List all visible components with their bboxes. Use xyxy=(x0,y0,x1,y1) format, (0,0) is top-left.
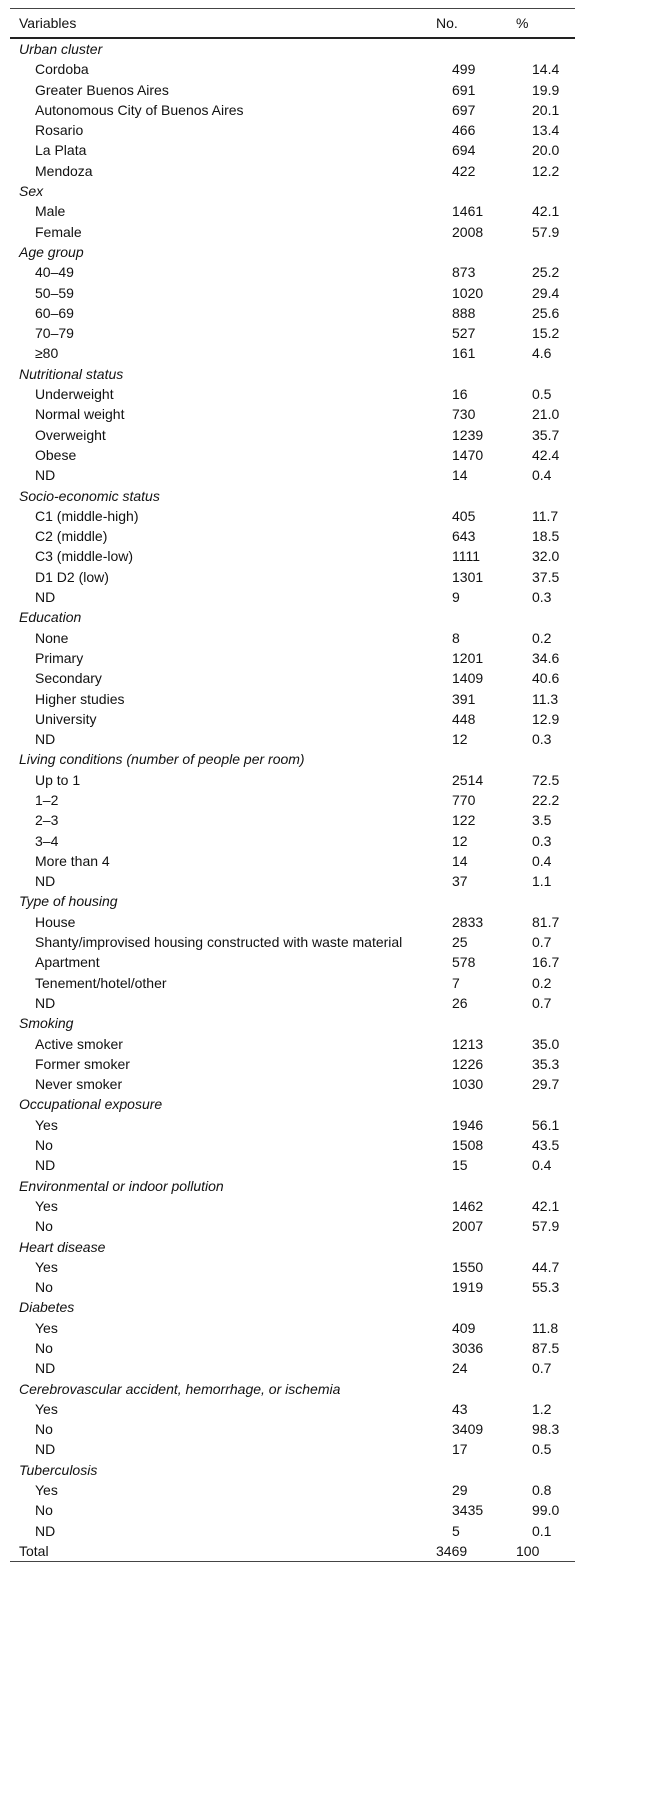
row-percent: 19.9 xyxy=(532,81,560,98)
row-count: 3036 xyxy=(452,1340,484,1356)
row-count: 499 xyxy=(452,61,476,78)
row-label: Up to 1 xyxy=(35,771,81,788)
table-row xyxy=(10,1439,575,1459)
row-count: 17 xyxy=(452,1441,468,1458)
table-row xyxy=(10,343,575,363)
row-percent: 1.2 xyxy=(532,1400,552,1417)
section-header-row xyxy=(10,1237,575,1257)
table-row xyxy=(10,425,575,445)
row-label: Yes xyxy=(35,1258,58,1275)
row-label: Primary xyxy=(35,649,84,666)
table-row xyxy=(10,1135,575,1155)
table-row xyxy=(10,404,575,424)
section-header-row xyxy=(10,242,575,262)
row-count xyxy=(436,181,516,201)
row-label: No xyxy=(35,1421,53,1438)
row-count: 691 xyxy=(452,81,476,98)
section-header-row xyxy=(10,1176,575,1196)
row-label: Sex xyxy=(19,183,44,200)
table-row xyxy=(10,770,575,790)
row-label: ND xyxy=(35,731,56,748)
row-label: 2–3 xyxy=(35,812,59,829)
row-label: Active smoker xyxy=(35,1035,123,1052)
row-count: 1461 xyxy=(452,203,484,220)
table-row xyxy=(10,161,575,181)
table-row xyxy=(10,628,575,648)
row-percent: 11.8 xyxy=(532,1319,559,1336)
row-label: Environmental or indoor pollution xyxy=(19,1177,224,1194)
section-header-row xyxy=(10,486,575,506)
row-label: Nutritional status xyxy=(19,365,124,382)
row-percent: 0.3 xyxy=(532,589,552,606)
table-row xyxy=(10,709,575,729)
row-percent: 20.0 xyxy=(532,142,560,159)
row-label: ≥80 xyxy=(35,345,59,362)
row-count: 770 xyxy=(452,791,476,808)
row-label: Occupational exposure xyxy=(19,1096,163,1113)
row-percent: 0.4 xyxy=(532,852,552,869)
row-percent: 35.0 xyxy=(532,1035,560,1052)
row-count: 2007 xyxy=(452,1218,484,1235)
row-count: 1301 xyxy=(452,568,484,585)
table-row xyxy=(10,465,575,485)
table-row xyxy=(10,1115,575,1135)
row-count xyxy=(436,1379,516,1399)
table-row xyxy=(10,871,575,891)
row-count: 2833 xyxy=(452,913,484,930)
row-count: 1919 xyxy=(452,1279,484,1296)
row-label: Higher studies xyxy=(35,690,125,707)
row-percent: 56.1 xyxy=(532,1116,560,1133)
row-label: No xyxy=(35,1279,53,1296)
row-label: 50–59 xyxy=(35,284,74,301)
row-count: 2514 xyxy=(452,771,484,788)
row-label: Apartment xyxy=(35,954,100,971)
row-percent: 57.9 xyxy=(532,1218,560,1235)
row-label: No xyxy=(35,1218,53,1235)
table-row xyxy=(10,384,575,404)
row-label: Diabetes xyxy=(19,1299,75,1316)
table-row xyxy=(10,932,575,952)
row-count: 697 xyxy=(452,101,476,118)
row-count: 1239 xyxy=(452,426,484,443)
section-header-row xyxy=(10,1013,575,1033)
row-percent: 0.8 xyxy=(532,1482,552,1499)
row-percent: 12.2 xyxy=(532,162,560,179)
section-header-row xyxy=(10,1379,575,1399)
section-header-row xyxy=(10,1460,575,1480)
table-row xyxy=(10,59,575,79)
section-header-row xyxy=(10,1297,575,1317)
row-count: 161 xyxy=(452,345,476,362)
row-count xyxy=(436,1237,516,1257)
row-percent: 0.7 xyxy=(532,994,552,1011)
row-percent: 100 xyxy=(516,1542,540,1559)
section-header-row xyxy=(10,891,575,911)
row-label: Living conditions (number of people per room) xyxy=(19,751,305,768)
row-label: Greater Buenos Aires xyxy=(35,81,169,98)
row-label: Female xyxy=(35,223,82,240)
row-label: ND xyxy=(35,1441,56,1458)
row-count: 12 xyxy=(452,832,468,849)
table-row xyxy=(10,1074,575,1094)
row-percent: 43.5 xyxy=(532,1137,560,1154)
row-label: Underweight xyxy=(35,386,114,403)
row-percent: 0.2 xyxy=(532,629,552,646)
row-count: 578 xyxy=(452,954,476,971)
table-row xyxy=(10,1277,575,1297)
row-label: Socio-economic status xyxy=(19,487,160,504)
row-count: 730 xyxy=(452,406,476,423)
table-row xyxy=(10,201,575,221)
table-row xyxy=(10,506,575,526)
table-row xyxy=(10,587,575,607)
row-percent: 15.2 xyxy=(532,325,560,342)
row-percent: 18.5 xyxy=(532,528,560,545)
row-percent: 4.6 xyxy=(532,345,552,362)
row-label: C3 (middle-low) xyxy=(35,548,134,565)
row-percent: 42.4 xyxy=(532,446,560,463)
data-table xyxy=(10,8,575,1562)
table-row xyxy=(10,810,575,830)
row-count: 12 xyxy=(452,731,468,748)
table-row xyxy=(10,648,575,668)
row-count xyxy=(436,486,516,506)
row-label: ND xyxy=(35,994,56,1011)
row-count: 122 xyxy=(452,812,476,829)
row-percent: 29.7 xyxy=(532,1076,560,1093)
row-label: 3–4 xyxy=(35,832,59,849)
row-count xyxy=(436,607,516,627)
row-percent: 0.3 xyxy=(532,731,552,748)
row-percent: 0.7 xyxy=(532,1360,552,1377)
row-count xyxy=(436,242,516,262)
header-pct: % xyxy=(516,15,529,31)
table-row xyxy=(10,1257,575,1277)
row-percent: 3.5 xyxy=(532,812,552,829)
section-header-row xyxy=(10,364,575,384)
row-count: 1409 xyxy=(452,670,484,687)
row-count: 1030 xyxy=(452,1076,484,1093)
section-header-row xyxy=(10,1094,575,1114)
table-row xyxy=(10,222,575,242)
row-count: 1213 xyxy=(452,1035,484,1052)
table-row xyxy=(10,1419,575,1439)
row-percent: 11.7 xyxy=(532,507,559,524)
row-label: Yes xyxy=(35,1400,58,1417)
row-label: ND xyxy=(35,873,56,890)
table-row xyxy=(10,120,575,140)
row-percent: 40.6 xyxy=(532,670,560,687)
row-count: 1462 xyxy=(452,1197,484,1214)
row-percent: 32.0 xyxy=(532,548,560,565)
row-label: No xyxy=(35,1137,53,1154)
row-label: Yes xyxy=(35,1116,58,1133)
row-label: 70–79 xyxy=(35,325,74,342)
row-label: Autonomous City of Buenos Aires xyxy=(35,101,244,118)
row-count: 422 xyxy=(452,162,476,179)
header-no: No. xyxy=(436,15,458,31)
row-count xyxy=(436,1176,516,1196)
row-percent: 55.3 xyxy=(532,1279,560,1296)
row-label: More than 4 xyxy=(35,852,110,869)
section-header-row xyxy=(10,39,575,59)
table-row xyxy=(10,1318,575,1338)
row-label: Cordoba xyxy=(35,61,89,78)
row-percent: 0.4 xyxy=(532,467,552,484)
row-count: 14 xyxy=(452,467,468,484)
row-count: 15 xyxy=(452,1157,468,1174)
row-label: Type of housing xyxy=(19,893,118,910)
row-label: Normal weight xyxy=(35,406,125,423)
table-row xyxy=(10,729,575,749)
table-row xyxy=(10,1338,575,1358)
table-bottom-rule xyxy=(10,1561,575,1562)
row-count: 466 xyxy=(452,122,476,139)
row-count: 1946 xyxy=(452,1116,484,1133)
row-count: 9 xyxy=(452,589,460,606)
table-row xyxy=(10,1054,575,1074)
table-row xyxy=(10,1216,575,1236)
row-label: ND xyxy=(35,1360,56,1377)
row-label: Never smoker xyxy=(35,1076,123,1093)
row-count: 14 xyxy=(452,852,468,869)
row-label: Education xyxy=(19,609,82,626)
row-count: 1111 xyxy=(452,548,481,565)
row-count: 8 xyxy=(452,629,460,646)
row-percent: 99.0 xyxy=(532,1502,560,1519)
table-row xyxy=(10,1196,575,1216)
table-row xyxy=(10,831,575,851)
row-count: 527 xyxy=(452,325,476,342)
table-row xyxy=(10,445,575,465)
table-row xyxy=(10,567,575,587)
row-count xyxy=(436,891,516,911)
row-label: Tenement/hotel/other xyxy=(35,974,167,991)
table-row xyxy=(10,912,575,932)
row-percent: 14.4 xyxy=(532,61,560,78)
row-label: ND xyxy=(35,1157,56,1174)
row-percent: 16.7 xyxy=(532,954,560,971)
row-count: 448 xyxy=(452,710,476,727)
row-count: 2008 xyxy=(452,223,484,240)
row-label: Age group xyxy=(19,243,84,260)
row-label: Cerebrovascular accident, hemorrhage, or ischemia xyxy=(19,1380,341,1397)
row-label: ND xyxy=(35,1522,56,1539)
row-label: House xyxy=(35,913,76,930)
row-percent: 25.6 xyxy=(532,304,560,321)
row-count: 26 xyxy=(452,994,468,1011)
row-count: 43 xyxy=(452,1400,468,1417)
row-label: No xyxy=(35,1340,53,1356)
row-label: La Plata xyxy=(35,142,87,159)
table-row xyxy=(10,262,575,282)
table-row xyxy=(10,851,575,871)
row-percent: 42.1 xyxy=(532,1197,560,1214)
row-label: Smoking xyxy=(19,1015,74,1032)
row-count: 391 xyxy=(452,690,476,707)
row-percent: 12.9 xyxy=(532,710,560,727)
row-count xyxy=(436,39,516,59)
row-percent: 0.7 xyxy=(532,934,552,951)
row-count: 1201 xyxy=(452,649,484,666)
row-percent: 98.3 xyxy=(532,1421,560,1438)
row-percent: 42.1 xyxy=(532,203,560,220)
row-percent: 35.3 xyxy=(532,1055,560,1072)
row-percent: 87.5 xyxy=(532,1340,560,1356)
row-label: Male xyxy=(35,203,66,220)
row-label: ND xyxy=(35,467,56,484)
row-count: 405 xyxy=(452,507,476,524)
row-percent: 20.1 xyxy=(532,101,560,118)
row-label: Former smoker xyxy=(35,1055,130,1072)
row-label: ND xyxy=(35,589,56,606)
row-label: None xyxy=(35,629,69,646)
row-label: Mendoza xyxy=(35,162,93,179)
row-percent: 0.3 xyxy=(532,832,552,849)
row-count: 1550 xyxy=(452,1258,484,1275)
row-count: 16 xyxy=(452,386,468,403)
row-count: 37 xyxy=(452,873,468,890)
row-count xyxy=(436,749,516,769)
row-label: 1–2 xyxy=(35,791,59,808)
row-percent: 22.2 xyxy=(532,791,560,808)
section-header-row xyxy=(10,607,575,627)
row-label: D1 D2 (low) xyxy=(35,568,109,585)
row-percent: 81.7 xyxy=(532,913,560,930)
row-count: 29 xyxy=(452,1482,468,1499)
total-row xyxy=(10,1541,575,1561)
row-label: Heart disease xyxy=(19,1238,106,1255)
row-percent: 11.3 xyxy=(532,690,559,707)
row-percent: 34.6 xyxy=(532,649,560,666)
table-row xyxy=(10,1500,575,1520)
row-count xyxy=(436,1297,516,1317)
table-row xyxy=(10,973,575,993)
section-header-row xyxy=(10,181,575,201)
row-label: University xyxy=(35,710,97,727)
row-percent: 37.5 xyxy=(532,568,560,585)
row-label: 60–69 xyxy=(35,304,74,321)
table-row xyxy=(10,303,575,323)
row-label: Obese xyxy=(35,446,77,463)
row-label: Rosario xyxy=(35,122,84,139)
row-percent: 72.5 xyxy=(532,771,560,788)
row-percent: 21.0 xyxy=(532,406,560,423)
table-row xyxy=(10,790,575,810)
table-row xyxy=(10,546,575,566)
table-row xyxy=(10,952,575,972)
row-percent: 29.4 xyxy=(532,284,560,301)
row-count: 643 xyxy=(452,528,476,545)
row-count: 7 xyxy=(452,974,460,991)
row-count: 3469 xyxy=(436,1542,468,1559)
row-count: 24 xyxy=(452,1360,468,1377)
row-percent: 0.2 xyxy=(532,974,552,991)
table-row xyxy=(10,1480,575,1500)
table-row xyxy=(10,80,575,100)
row-percent: 13.4 xyxy=(532,122,560,139)
table-row xyxy=(10,668,575,688)
table-row xyxy=(10,1358,575,1378)
table-row xyxy=(10,100,575,120)
row-percent: 1.1 xyxy=(532,873,552,890)
row-count xyxy=(436,364,516,384)
row-label: Tuberculosis xyxy=(19,1461,98,1478)
row-label: C2 (middle) xyxy=(35,528,108,545)
row-count: 409 xyxy=(452,1319,476,1336)
table-row xyxy=(10,1521,575,1541)
section-header-row xyxy=(10,749,575,769)
row-percent: 0.5 xyxy=(532,386,552,403)
row-label: Shanty/improvised housing constructed with waste material xyxy=(35,934,403,951)
row-label: C1 (middle-high) xyxy=(35,507,139,524)
row-label: Yes xyxy=(35,1319,58,1336)
row-count xyxy=(436,1460,516,1480)
row-count: 694 xyxy=(452,142,476,159)
row-label: Total xyxy=(19,1542,49,1559)
row-label: Overweight xyxy=(35,426,106,443)
table-row xyxy=(10,526,575,546)
table-row xyxy=(10,140,575,160)
row-percent: 25.2 xyxy=(532,264,560,281)
row-percent: 35.7 xyxy=(532,426,560,443)
table-row xyxy=(10,283,575,303)
row-count xyxy=(436,1013,516,1033)
table-body xyxy=(10,39,575,1561)
table-row xyxy=(10,993,575,1013)
row-label: 40–49 xyxy=(35,264,74,281)
row-percent: 0.1 xyxy=(532,1522,552,1539)
table-header-row xyxy=(10,9,575,37)
table-row xyxy=(10,1399,575,1419)
row-label: Secondary xyxy=(35,670,102,687)
row-count: 873 xyxy=(452,264,476,281)
row-count: 1020 xyxy=(452,284,484,301)
row-count: 1470 xyxy=(452,446,484,463)
row-percent: 0.5 xyxy=(532,1441,552,1458)
row-count: 25 xyxy=(452,934,468,951)
row-label: Urban cluster xyxy=(19,41,103,57)
table-row xyxy=(10,689,575,709)
row-percent: 44.7 xyxy=(532,1258,560,1275)
row-label: Yes xyxy=(35,1197,58,1214)
table-row xyxy=(10,323,575,343)
row-count xyxy=(436,1094,516,1114)
row-count: 3435 xyxy=(452,1502,484,1519)
row-count: 1226 xyxy=(452,1055,484,1072)
row-count: 5 xyxy=(452,1522,460,1539)
header-variables: Variables xyxy=(19,15,77,31)
table-row xyxy=(10,1034,575,1054)
row-percent: 0.4 xyxy=(532,1157,552,1174)
row-label: No xyxy=(35,1502,53,1519)
table-row xyxy=(10,1155,575,1175)
row-count: 1508 xyxy=(452,1137,484,1154)
row-count: 3409 xyxy=(452,1421,484,1438)
row-label: Yes xyxy=(35,1482,58,1499)
row-percent: 57.9 xyxy=(532,223,560,240)
row-count: 888 xyxy=(452,304,476,321)
